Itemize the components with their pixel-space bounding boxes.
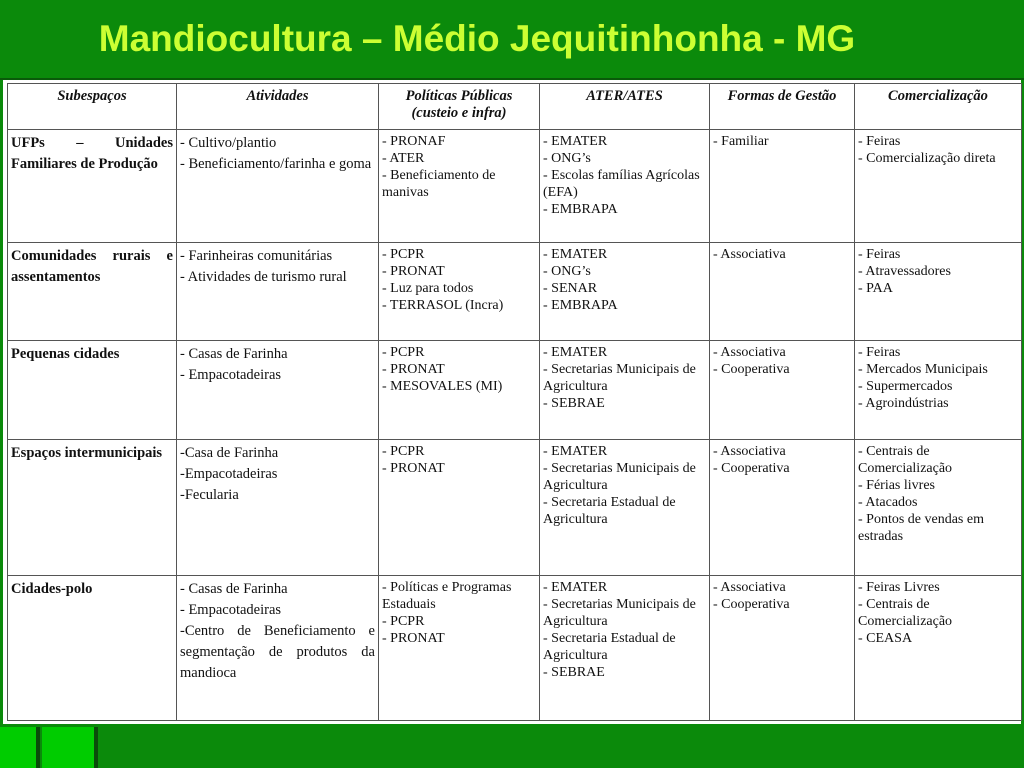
footer-bar <box>0 727 1024 768</box>
cell-comercializacao <box>855 341 1022 440</box>
table-row <box>8 439 1022 576</box>
table-row <box>8 341 1022 440</box>
cell-line: - PRONAT <box>382 460 445 476</box>
cell-line: -Centro de Beneficiamento e segmentação de produtos da mandioca <box>180 623 375 682</box>
cell-subespaco: Pequenas cidades <box>8 341 177 440</box>
cell-subespaco: Espaços intermunicipais <box>8 439 177 576</box>
cell-gestao <box>710 576 855 721</box>
table-sheet <box>3 80 1021 724</box>
header-gestao: Formas de Gestão <box>710 84 855 130</box>
footer-block <box>0 727 36 768</box>
cell-politicas <box>379 576 540 721</box>
cell-line: - Férias livres <box>858 477 935 493</box>
cell-line: - Feiras <box>858 134 901 149</box>
cell-line: - Mercados Municipais <box>858 362 988 378</box>
header-politicas: Políticas Públicas (custeio e infra) <box>379 84 540 130</box>
header-atividades: Atividades <box>177 84 379 130</box>
cell-line: - PCPR <box>382 345 425 361</box>
cell-line: - Secretarias Municipais de Agricultura <box>543 460 696 493</box>
slide-title: Mandiocultura – Médio Jequitinhonha - MG <box>98 18 856 59</box>
cell-line: - ATER <box>382 151 425 166</box>
cell-line: -Casa de Farinha <box>180 444 279 461</box>
header-subespacos: Subespaços <box>8 84 177 130</box>
cell-comercializacao <box>855 576 1022 721</box>
cell-line: - Cultivo/plantio <box>180 135 277 151</box>
cell-line: - ONG’s <box>543 263 591 279</box>
footer-stripe <box>94 727 98 768</box>
cell-line: - PCPR <box>382 443 425 459</box>
cell-line: - SEBRAE <box>543 665 605 681</box>
cell-politicas <box>379 341 540 440</box>
cell-line: - Feiras Livres <box>858 580 940 596</box>
cell-line: - PRONAT <box>382 362 445 378</box>
cell-line: - Associativa <box>713 345 786 361</box>
cell-line: - TERRASOL (Incra) <box>382 297 504 313</box>
header-comercializacao: Comercialização <box>855 84 1022 130</box>
cell-line: - PRONAT <box>382 631 445 647</box>
cell-line: - Cooperativa <box>713 362 790 378</box>
cell-atividades <box>177 130 379 243</box>
cell-line: - Empacotadeiras <box>180 367 282 384</box>
cell-line: - Secretaria Estadual de Agricultura <box>543 631 676 664</box>
cell-line: - Secretarias Municipais de Agricultura <box>543 362 696 395</box>
cell-line: - EMATER <box>543 134 608 149</box>
cell-comercializacao <box>855 242 1022 341</box>
cell-line: - EMBRAPA <box>543 297 618 313</box>
cell-line: - Secretarias Municipais de Agricultura <box>543 597 696 630</box>
cell-ater <box>540 242 710 341</box>
cell-line: -Empacotadeiras <box>180 465 278 482</box>
cell-line: - Cooperativa <box>713 597 790 613</box>
cell-line: - Associativa <box>713 580 786 596</box>
cell-politicas <box>379 242 540 341</box>
table-row <box>8 576 1022 721</box>
cell-line: - EMATER <box>543 580 608 596</box>
cell-line: - SEBRAE <box>543 396 605 412</box>
cell-line: - PCPR <box>382 614 425 630</box>
cell-line: - PCPR <box>382 246 425 262</box>
cell-atividades <box>177 341 379 440</box>
cell-line: - PRONAF <box>382 134 446 149</box>
cell-gestao <box>710 130 855 243</box>
cell-line: - Casas de Farinha <box>180 581 288 598</box>
cell-line: - Beneficiamento de manivas <box>382 168 496 200</box>
cell-line: - Atividades de turismo rural <box>180 268 347 285</box>
footer-stripe <box>36 727 40 768</box>
cell-line: - Pontos de vendas em estradas <box>858 511 984 544</box>
cell-atividades <box>177 242 379 341</box>
cell-line: - Luz para todos <box>382 280 474 296</box>
cell-line: - Supermercados <box>858 379 953 395</box>
cell-subespaco: Comunidades rurais e assentamentos <box>8 242 177 341</box>
cell-line: - Feiras <box>858 345 901 361</box>
table-header-row <box>8 84 1022 130</box>
cell-gestao <box>710 242 855 341</box>
cell-line: - CEASA <box>858 631 913 647</box>
cell-atividades <box>177 439 379 576</box>
cell-line: - Familiar <box>713 134 769 149</box>
cell-line: - Casas de Farinha <box>180 346 288 363</box>
footer-block <box>42 727 94 768</box>
cell-line: - MESOVALES (MI) <box>382 379 503 395</box>
cell-line: - Comercialização direta <box>858 151 996 166</box>
cell-ater <box>540 439 710 576</box>
cell-line: - SENAR <box>543 280 598 296</box>
cell-line: - PRONAT <box>382 263 445 279</box>
header-ater: ATER/ATES <box>540 84 710 130</box>
cell-line: - Associativa <box>713 443 786 459</box>
cell-line: - Atacados <box>858 494 918 510</box>
table-row <box>8 242 1022 341</box>
cell-gestao <box>710 341 855 440</box>
cell-line: - Feiras <box>858 246 901 262</box>
cell-line: - EMATER <box>543 443 608 459</box>
table-row <box>8 130 1022 243</box>
cell-line: - Atravessadores <box>858 263 951 279</box>
cell-line: - Políticas e Programas Estaduais <box>382 580 512 613</box>
cell-line: - Associativa <box>713 246 786 262</box>
cell-line: - EMATER <box>543 345 608 361</box>
cell-comercializacao <box>855 439 1022 576</box>
cell-gestao <box>710 439 855 576</box>
cell-subespaco: UFPs – Unidades Familiares de Produção <box>8 130 177 243</box>
cell-line: - PAA <box>858 280 893 296</box>
cell-ater <box>540 130 710 243</box>
cell-line: - EMATER <box>543 246 608 262</box>
cell-line: - Cooperativa <box>713 460 790 476</box>
cell-line: - ONG’s <box>543 151 591 166</box>
cell-line: -Fecularia <box>180 486 239 503</box>
cell-line: - Centrais de Comercialização <box>858 443 953 476</box>
cell-line: - Centrais de Comercialização <box>858 597 953 630</box>
cell-subespaco: Cidades-polo <box>8 576 177 721</box>
cell-atividades <box>177 576 379 721</box>
cell-politicas <box>379 439 540 576</box>
cell-line: - Empacotadeiras <box>180 602 282 619</box>
cell-line: - Secretaria Estadual de Agricultura <box>543 494 676 527</box>
cell-ater <box>540 341 710 440</box>
cell-line: - Escolas famílias Agrícolas (EFA) <box>543 168 700 200</box>
cell-line: - EMBRAPA <box>543 202 618 217</box>
cell-line: - Beneficiamento/farinha e goma <box>180 156 372 172</box>
cell-comercializacao <box>855 130 1022 243</box>
cell-line: - Agroindústrias <box>858 396 949 412</box>
mandiocultura-table <box>7 83 1022 721</box>
cell-politicas <box>379 130 540 243</box>
cell-ater <box>540 576 710 721</box>
cell-line: - Farinheiras comunitárias <box>180 247 333 264</box>
